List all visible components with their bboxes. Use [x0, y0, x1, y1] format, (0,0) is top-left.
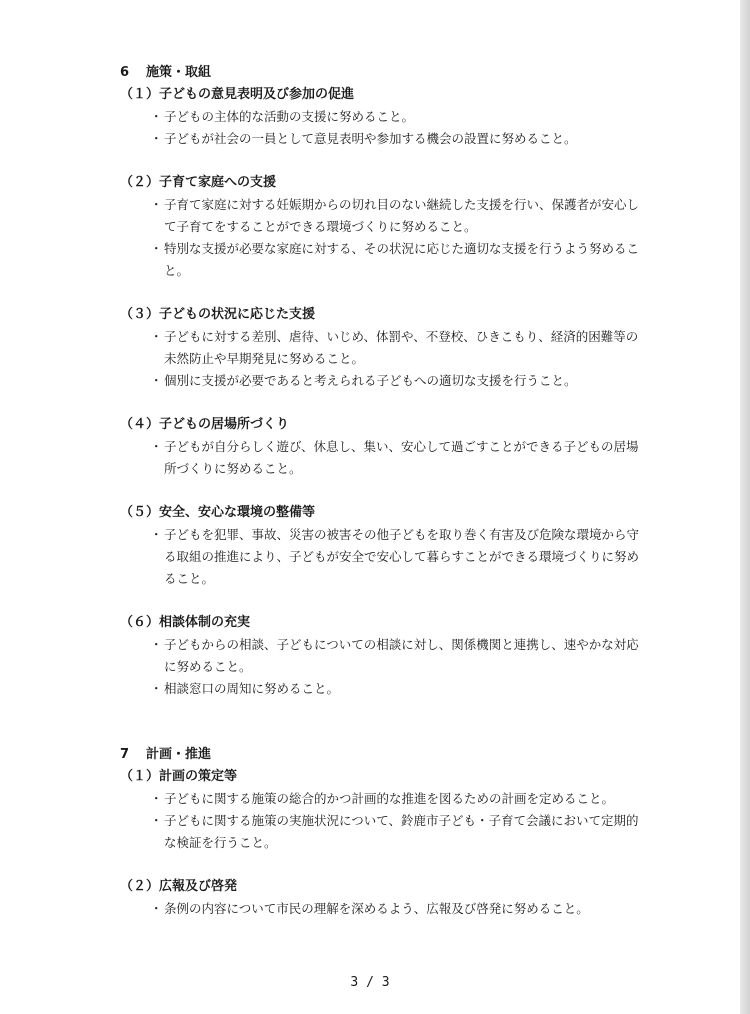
subsection-heading: （３）子どもの状況に応じた支援	[120, 307, 316, 322]
bullet: ・	[150, 901, 163, 916]
subsection-6-3	[120, 304, 650, 392]
subsection-6-5	[120, 502, 650, 590]
subsection-heading: （４）子どもの居場所づくり	[120, 417, 290, 432]
page-number: 3 / 3	[350, 975, 390, 990]
subsection-6-2	[120, 172, 650, 282]
subsection-7-1	[120, 766, 650, 854]
bullet: ・	[150, 109, 163, 124]
bullet: ・	[150, 241, 163, 256]
list-item: ・ 子どもが社会の一員として意見表明や参加する機会の設置に努めること。	[120, 128, 650, 150]
list-item: ・ 子どもが自分らしく遊び、休息し、集い、安心して過ごすことができる子どもの居場所づくりに努めること。	[120, 436, 650, 480]
bullet: ・	[150, 439, 163, 454]
list-item: ・ 子育て家庭に対する妊娠期からの切れ目のない継続した支援を行い、保護者が安心して子育てをすることができる環境づくりに努めること。	[120, 194, 650, 238]
subsection-6-6	[120, 612, 650, 700]
subsection-6-1	[120, 84, 650, 150]
list-item: ・ 子どもを犯罪、事故、災害の被害その他子どもを取り巻く有害及び危険な環境から守る取組の推進により、子どもが安全で安心して暮らすことができる環境づくりに努めること。	[120, 524, 650, 590]
list-item: ・ 子どもからの相談、子どもについての相談に対し、関係機関と連携し、速やかな対応に努めること。	[120, 634, 650, 678]
section-heading-6	[120, 62, 650, 84]
bullet: ・	[150, 791, 163, 806]
section-title: 計画・推進	[146, 747, 212, 762]
section-number: 7	[120, 747, 130, 762]
subsection-7-2	[120, 876, 650, 920]
bullet: ・	[150, 373, 163, 388]
subsection-heading: （１）子どもの意見表明及び参加の促進	[120, 87, 355, 102]
document-body	[120, 62, 650, 942]
subsection-heading: （２）広報及び啓発	[120, 879, 238, 894]
bullet: ・	[150, 637, 163, 652]
bullet: ・	[150, 197, 163, 212]
subsection-heading: （２）子育て家庭への支援	[120, 175, 277, 190]
list-item: ・ 条例の内容について市民の理解を深めるよう、広報及び啓発に努めること。	[120, 898, 650, 920]
list-item: ・ 子どもに対する差別、虐待、いじめ、体罰や、不登校、ひきこもり、経済的困難等の未然防止や早期発見に努めること。	[120, 326, 650, 370]
bullet: ・	[150, 329, 163, 344]
subsection-heading: （６）相談体制の充実	[120, 615, 251, 630]
list-item: ・ 子どもに関する施策の総合的かつ計画的な推進を図るための計画を定めること。	[120, 788, 650, 810]
section-heading-7	[120, 744, 650, 766]
subsection-heading: （５）安全、安心な環境の整備等	[120, 505, 316, 520]
list-item: ・ 特別な支援が必要な家庭に対する、その状況に応じた適切な支援を行うよう努めること。	[120, 238, 650, 282]
page-edge-shadow	[740, 0, 750, 1014]
bullet: ・	[150, 813, 163, 828]
section-title: 施策・取組	[146, 65, 212, 80]
subsection-heading: （１）計画の策定等	[120, 769, 238, 784]
list-item: ・ 子どもの主体的な活動の支援に努めること。	[120, 106, 650, 128]
list-item: ・ 個別に支援が必要であると考えられる子どもへの適切な支援を行うこと。	[120, 370, 650, 392]
bullet: ・	[150, 527, 163, 542]
section-number: 6	[120, 65, 130, 80]
subsection-6-4	[120, 414, 650, 480]
list-item: ・ 子どもに関する施策の実施状況について、鈴鹿市子ども・子育て会議において定期的な検証を行うこと。	[120, 810, 650, 854]
bullet: ・	[150, 681, 163, 696]
list-item: ・ 相談窓口の周知に努めること。	[120, 678, 650, 700]
bullet: ・	[150, 131, 163, 146]
